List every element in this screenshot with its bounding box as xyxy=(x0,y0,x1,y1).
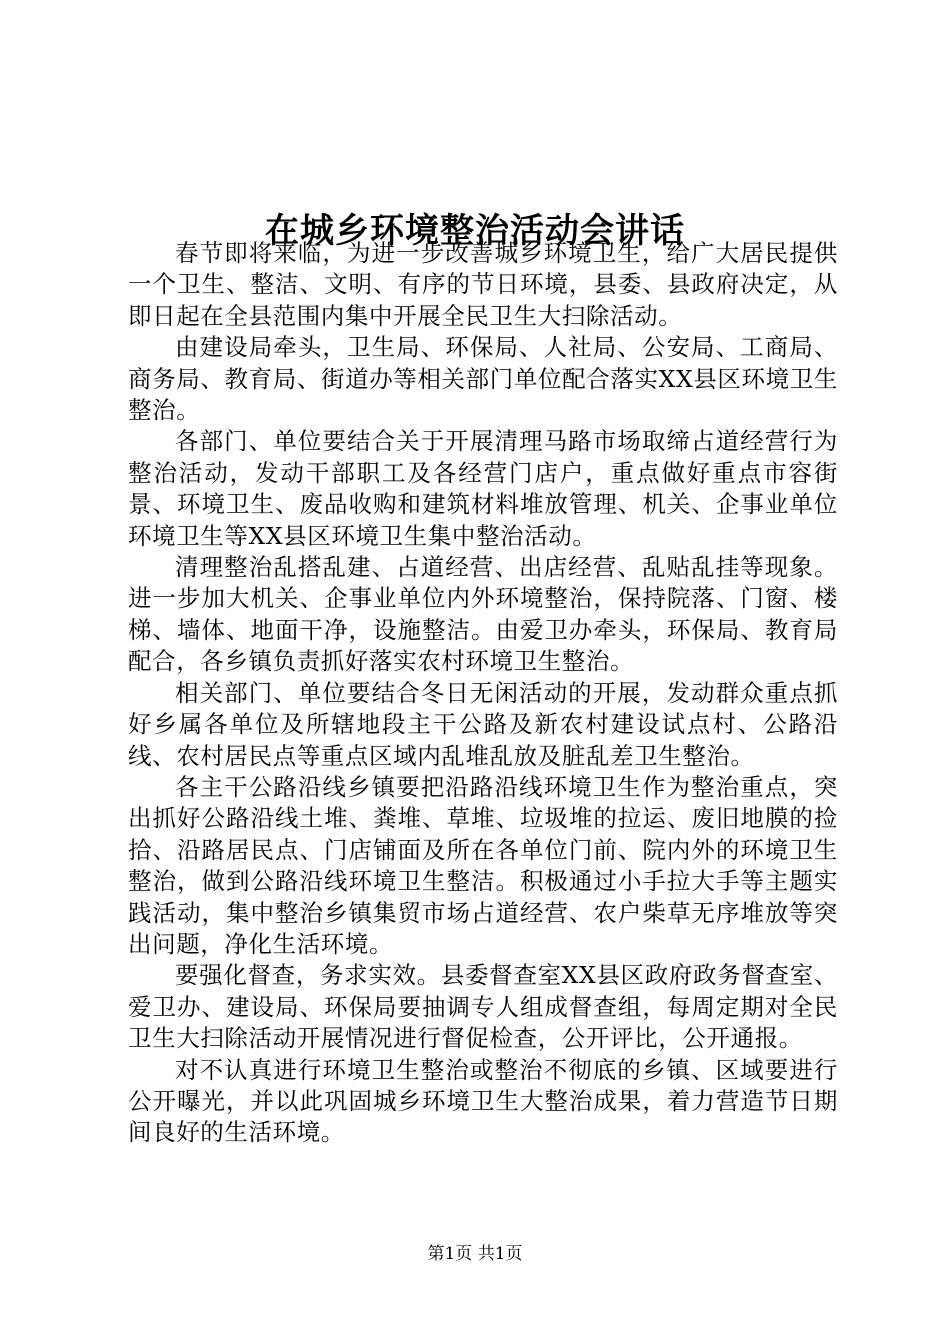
document-title: 在城乡环境整治活动会讲话 xyxy=(265,210,685,251)
paragraph-4: 清理整治乱搭乱建、占道经营、出店经营、乱贴乱挂等现象。进一步加大机关、企事业单位内外环境整治，保持院落、门窗、楼梯、墙体、地面干净，设施整洁。由爱卫办牵头，环保局、教育局配合，各乡镇负责抓好落实农村环境卫生整治。 xyxy=(128,553,838,676)
paragraph-2: 由建设局牵头，卫生局、环保局、人社局、公安局、工商局、商务局、教育局、街道办等相关部门单位配合落实XX县区环境卫生整治。 xyxy=(128,333,838,425)
document-body xyxy=(128,238,838,1149)
paragraph-3: 各部门、单位要结合关于开展清理马路市场取缔占道经营行为整治活动，发动干部职工及各经营门店户，重点做好重点市容街景、环境卫生、废品收购和建筑材料堆放管理、机关、企事业单位环境卫生等XX县区环境卫生集中整治活动。 xyxy=(128,427,838,550)
paragraph-5: 相关部门、单位要结合冬日无闲活动的开展，发动群众重点抓好乡属各单位及所辖地段主干公路及新农村建设试点村、公路沿线、农村居民点等重点区域内乱堆乱放及脏乱差卫生整治。 xyxy=(128,678,838,770)
paragraph-6: 各主干公路沿线乡镇要把沿路沿线环境卫生作为整治重点，突出抓好公路沿线土堆、粪堆、草堆、垃圾堆的拉运、废旧地膜的捡拾、沿路居民点、门店铺面及所在各单位门前、院内外的环境卫生整治，做到公路沿线环境卫生整洁。积极通过小手拉大手等主题实践活动，集中整治乡镇集贸市场占道经营、农户柴草无序堆放等突出问题，净化生活环境。 xyxy=(128,772,838,958)
page-footer: 第1页 共1页 xyxy=(427,1244,523,1264)
paragraph-7: 要强化督查，务求实效。县委督查室XX县区政府政务督查室、爱卫办、建设局、环保局要抽调专人组成督查组，每周定期对全民卫生大扫除活动开展情况进行督促检查，公开评比，公开通报。 xyxy=(128,961,838,1053)
paragraph-1: 春节即将来临，为进一步改善城乡环境卫生，给广大居民提供一个卫生、整洁、文明、有序的节日环境，县委、县政府决定，从即日起在全县范围内集中开展全民卫生大扫除活动。 xyxy=(128,239,838,330)
paragraph-8: 对不认真进行环境卫生整治或整治不彻底的乡镇、区域要进行公开曝光，并以此巩固城乡环境卫生大整治成果，着力营造节日期间良好的生活环境。 xyxy=(128,1055,838,1147)
